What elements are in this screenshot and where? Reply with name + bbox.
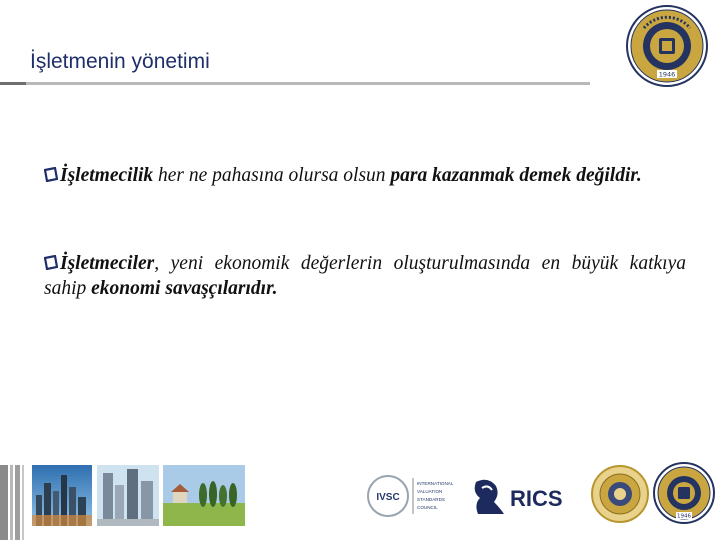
bullet-1-body: her ne pahasına olursa olsun [153, 165, 391, 186]
svg-text:VALUATION: VALUATION [417, 489, 443, 494]
bullet-2-body: , yeni ekonomik değerlerin oluşturulmasında en büyük katkıya sahip [44, 253, 686, 299]
svg-text:RICS: RICS [510, 486, 563, 511]
university-seal-logo [624, 4, 710, 88]
bullet-2-term: İşletmeciler [60, 253, 155, 274]
gold-seal-logo [590, 463, 650, 525]
countryside-photo [163, 465, 245, 526]
skyscrapers-photo [97, 465, 159, 526]
bullet-1-term: İşletmecilik [60, 165, 154, 186]
checkbox-bullet-icon [44, 167, 58, 182]
svg-text:1946: 1946 [658, 70, 676, 79]
city-skyline-photo [32, 465, 92, 526]
bullet-item [44, 251, 686, 301]
svg-text:1946: 1946 [677, 513, 691, 520]
bullet-2-emphasis: ekonomi savaşçılarıdır. [91, 278, 278, 299]
svg-text:COUNCIL: COUNCIL [417, 505, 438, 510]
ivsc-logo [366, 470, 464, 522]
bullet-1-emphasis: para kazanmak demek değildir. [390, 165, 642, 186]
bullet-item [44, 163, 686, 188]
checkbox-bullet-icon [44, 255, 58, 270]
university-seal-footer-logo [652, 460, 716, 526]
title-divider [0, 82, 590, 85]
svg-text:IVSC: IVSC [376, 492, 400, 503]
title-divider-accent [0, 82, 26, 85]
rics-logo [470, 474, 580, 518]
svg-text:STANDARDS: STANDARDS [417, 497, 445, 502]
svg-text:INTERNATIONAL: INTERNATIONAL [417, 481, 454, 486]
slide-title: İşletmenin yönetimi [30, 50, 210, 73]
